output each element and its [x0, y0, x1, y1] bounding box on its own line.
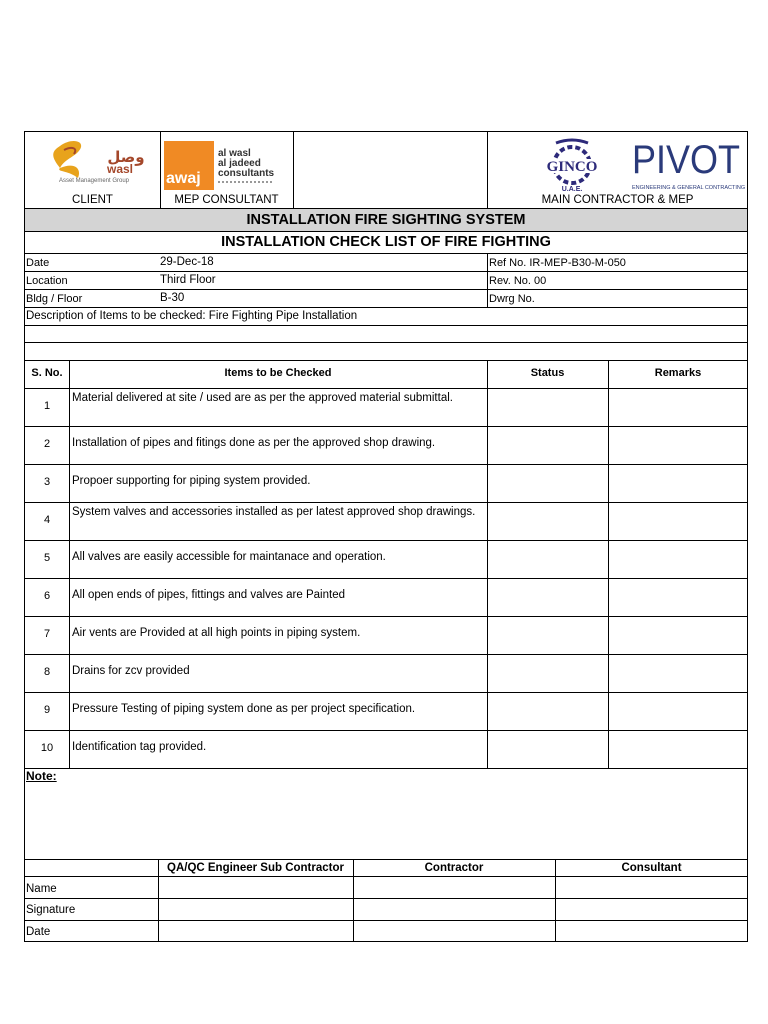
date-value: 29-Dec-18 — [160, 256, 214, 268]
consultant-label: MEP CONSULTANT — [174, 194, 279, 206]
form-title: INSTALLATION FIRE SIGHTING SYSTEM — [246, 212, 526, 228]
checklist-item: Installation of pipes and fitings done as per the approved shop drawing. — [72, 437, 436, 449]
row-number: 4 — [43, 514, 51, 526]
svg-text:GINCO: GINCO — [546, 159, 598, 175]
contractor-label: MAIN CONTRACTOR & MEP — [541, 194, 694, 206]
svg-text:wasl: wasl — [106, 162, 134, 176]
date-row-label: Date — [26, 926, 51, 938]
checklist-item: All open ends of pipes, fittings and valves are Painted — [72, 589, 345, 601]
status-header: Status — [530, 367, 565, 379]
consultant-header: Consultant — [621, 862, 682, 874]
pivot-logo: PIVOT ENGINEERING & GENERAL CONTRACTING — [632, 138, 746, 191]
signature-row-label: Signature — [26, 904, 76, 916]
sno-header: S. No. — [31, 367, 63, 379]
awaj-logo: awaj al wasl al jadeed consultants — [164, 141, 276, 190]
client-label: CLIENT — [72, 194, 113, 206]
remarks-header: Remarks — [654, 367, 702, 379]
checklist-item: Air vents are Provided at all high points in piping system. — [72, 627, 361, 639]
row-number: 6 — [43, 590, 51, 602]
row-number: 1 — [43, 400, 51, 412]
form-subtitle: INSTALLATION CHECK LIST OF FIRE FIGHTING — [221, 234, 551, 250]
contractor-header: Contractor — [424, 862, 484, 874]
row-number: 7 — [43, 628, 51, 640]
ref-number: Ref No. IR-MEP-B30-M-050 — [489, 257, 626, 269]
checklist-item: Identification tag provided. — [72, 741, 207, 753]
checklist-item: Propoer supporting for piping system provided. — [72, 475, 311, 487]
drawing-number: Dwrg No. — [489, 293, 535, 305]
checklist-item: Pressure Testing of piping system done as per project specification. — [72, 703, 416, 715]
items-header: Items to be Checked — [224, 367, 332, 379]
checklist-item: Drains for zcv provided — [72, 665, 190, 677]
date-label: Date — [26, 257, 50, 269]
svg-text:Asset Management Group: Asset Management Group — [58, 178, 130, 184]
row-number: 3 — [43, 476, 51, 488]
bldg-value: B-30 — [160, 292, 185, 304]
row-number: 5 — [43, 552, 51, 564]
checklist-item: Material delivered at site / used are as per the approved material submittal. — [72, 392, 453, 404]
row-number: 2 — [43, 438, 51, 450]
svg-text:U.A.E.: U.A.E. — [561, 186, 583, 193]
bldg-label: Bldg / Floor — [26, 293, 83, 305]
row-number: 10 — [40, 742, 54, 754]
row-number: 8 — [43, 666, 51, 678]
qaqc-engineer-header: QA/QC Engineer Sub Contractor — [167, 862, 344, 874]
location-value: Third Floor — [160, 274, 216, 286]
divider — [293, 131, 294, 208]
ginco-logo — [526, 137, 622, 193]
svg-text:وصل: وصل — [107, 148, 145, 166]
revision-number: Rev. No. 00 — [489, 275, 547, 287]
row-number: 9 — [43, 704, 51, 716]
wasl-logo — [38, 138, 148, 184]
checklist-item: All valves are easily accessible for maintanace and operation. — [72, 551, 386, 563]
description: Description of Items to be checked: Fire Fighting Pipe Installation — [26, 310, 358, 322]
note-label: Note: — [26, 769, 57, 783]
location-label: Location — [26, 275, 68, 287]
name-row-label: Name — [26, 883, 57, 895]
checklist-item: System valves and accessories installed as per latest approved shop drawings. — [72, 506, 476, 518]
